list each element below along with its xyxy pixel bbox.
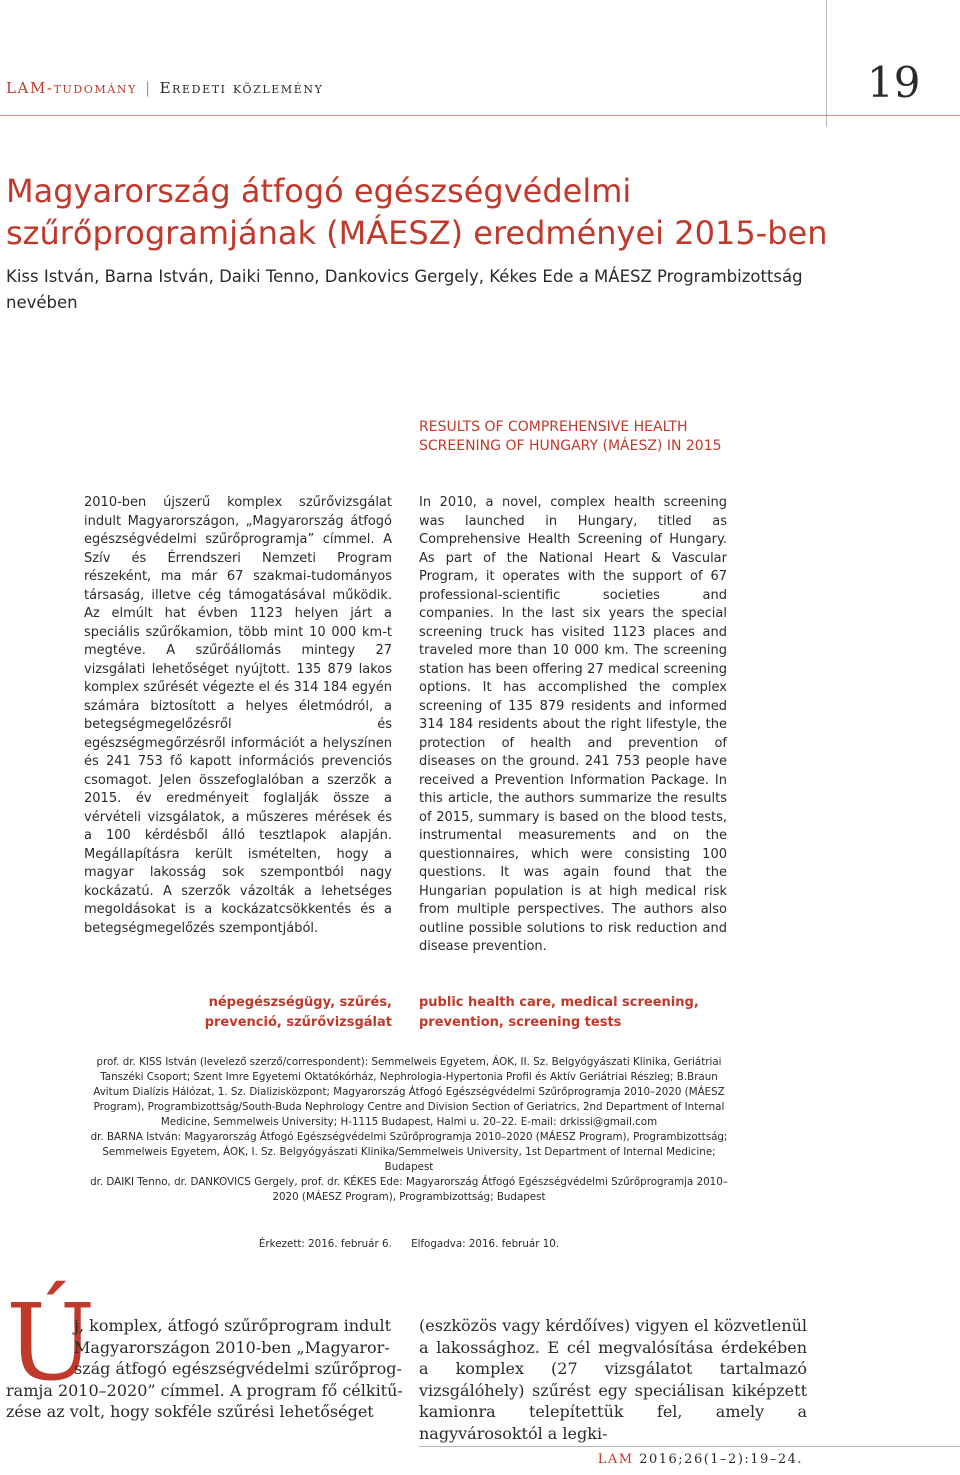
footer-rule <box>419 1446 960 1447</box>
header-separator: | <box>144 79 152 97</box>
affiliation-barna: dr. BARNA István: Magyarország Átfogó Egészségvédelmi Szűrőprogramja 2010–2020 (MÁESZ Program), Programbizottság; Semmelweis Egyetem, ÁOK, I. Sz. Belgyógyászati Klinika/Semmelweis University, 1st Department of Internal Medicine; Budapest <box>90 1131 728 1173</box>
abstract-hungarian: 2010-ben újszerű komplex szűrővizsgálat indult Magyarországon, „Magyarország átfogó egészségvédelmi szűrőprogramja” címmel. A Szív és Érrendszeri Nemzeti Program részeként, ma már 67 szakmai-tudományos társaság, illetve cég támogatásával működik. Az elmúlt hat évben 1123 helyen járt a speciális szűrőkamion, több mint 10 000 km-t megtéve. A szűrőállomás mintegy 27 vizsgálati lehetőséget nyújtott. 135 879 lakos komplex szűrését végezte el és 314 184 egyén számára biztosított a helyes életmódról, a betegségmegelőzésről és egészségmegőrzésről információt a helyszínen és 241 753 fő kapott információs prevenciós csomagot. Jelen összefoglalóban a szerzők a 2015. év eredményeit foglalják össze a vérvételi vizsgálatok, a műszeres mérések és a 100 kérdésből álló tesztlapok alapján. Megállapításra került ismételten, hogy a magyar lakosság sok szempontból nagy kockázatú. A szerzők vázolták a lehetséges megoldásokat is a kockázatcsökkentés és a betegségmegelőzés szempontjából. <box>84 495 392 936</box>
page-number: 19 <box>867 58 921 107</box>
body-line: j, komplex, átfogó szűrőprogram indult <box>74 1316 392 1335</box>
received-date: Érkezett: 2016. február 6. <box>258 1238 392 1250</box>
header-horizontal-rule <box>0 115 960 116</box>
abstract-english: In 2010, a novel, complex health screening was launched in Hungary, titled as Comprehensive Health Screening of Hungary. As part of the National Heart & Vascular Program, it operates with the support of 67 professional-scientific societies and companies. In the last six years the special screening truck has visited 1123 places and traveled more than 10 000 km. The screening station has been offering 27 medical screening options. It has accomplished the complex screening of 135 879 residents and informed 314 184 residents about the right lifestyle, the protection of health and prevention of diseases on the ground. 241 753 people have received a Prevention Information Package. In this article, the authors summarize the results of 2015, summary is based on the blood tests, instrumental measurements and on the questionnaires, which were consisting 100 questions. It was again found that the Hungarian population is at high medical risk from multiple perspectives. The authors also outline possible solutions to risk reduction and disease prevention. <box>419 495 727 954</box>
keywords-hu-line1: népegészségügy, szűrés, <box>208 995 392 1010</box>
body-text-right-column: (eszközös vagy kérdőíves) vigyen el közvetlenül a lakossághoz. E cél megvalósítása érdekében a komplex (27 vizsgálatot tartalmazó vizsgálóhely) szűrést egy speciálisan kiképzett kamionra telepítettük fel, amely a nagyvárosoktól a legki- <box>419 1316 807 1443</box>
running-header <box>6 79 323 97</box>
body-text-left-column <box>6 1315 403 1423</box>
keywords-en-line1: public health care, medical screening, <box>419 995 699 1010</box>
keywords-en-line2: prevention, screening tests <box>419 1015 622 1030</box>
article-dates <box>84 1238 734 1250</box>
journal-name: LAM <box>597 1452 634 1467</box>
body-line: ramja 2010–2020” címmel. A program fő célkitű- <box>6 1380 403 1400</box>
journal-footer <box>598 1452 803 1467</box>
keywords-english <box>419 993 727 1033</box>
header-vertical-rule <box>826 0 827 127</box>
drop-cap-letter: Ú <box>6 1281 96 1404</box>
section-label: LAM-tudomány <box>6 79 137 97</box>
keywords-hu-line2: prevenció, szűrővizsgálat <box>204 1015 392 1030</box>
citation: 2016;26(1–2):19–24. <box>639 1452 803 1467</box>
article-title: Magyarország átfogó egészségvédelmi szűrőprogramjának (MÁESZ) eredményei 2015-ben <box>6 172 828 252</box>
affiliation-kiss: prof. dr. KISS István (levelező szerző/correspondent): Semmelweis Egyetem, ÁOK, II. Sz. Belgyógyászati Klinika, Geriátriai Tanszéki Csoport; Szent Imre Egyetemi Oktatókórház, Nephrologia-Hypertonia Profil és Aktív Geriátriai Részleg; B.Braun Avitum Dialízis Hálózat, 1. Sz. Dializisközpont; Magyarország Átfogó Egészségvédelmi Szűrőprogramja 2010–2020 (MÁESZ Program), Programbizottság/South-Buda Nephrology Centre and Division Section of Geriatrics, 2nd Department of Internal Medicine, Semmelweis University; H-1115 Budapest, Halmi u. 20–22. E-mail: drkissi@gmail.com <box>93 1056 725 1128</box>
affiliation-others: dr. DAIKI Tenno, dr. DANKOVICS Gergely, prof. dr. KÉKES Ede: Magyarország Átfogó Egészségvédelmi Szűrőprogramja 2010–2020 (MÁESZ Program), Programbizottság; Budapest <box>90 1176 728 1203</box>
english-title: RESULTS OF COMPREHENSIVE HEALTH SCREENING OF HUNGARY (MÁESZ) IN 2015 <box>419 419 722 454</box>
affiliations <box>84 1055 734 1205</box>
subsection-label: Eredeti közlemény <box>159 79 324 97</box>
body-line: zése az volt, hogy sokféle szűrési lehetőséget <box>6 1402 374 1421</box>
body-line: Magyarországon 2010-ben „Magyaror- <box>74 1337 390 1357</box>
accepted-date: Elfogadva: 2016. február 10. <box>411 1238 560 1250</box>
keywords-hungarian <box>84 993 392 1033</box>
author-list: Kiss István, Barna István, Daiki Tenno, Dankovics Gergely, Kékes Ede a MÁESZ Programbizottság nevében <box>6 267 803 312</box>
body-line: szág átfogó egészségvédelmi szűrőprog- <box>74 1359 402 1378</box>
